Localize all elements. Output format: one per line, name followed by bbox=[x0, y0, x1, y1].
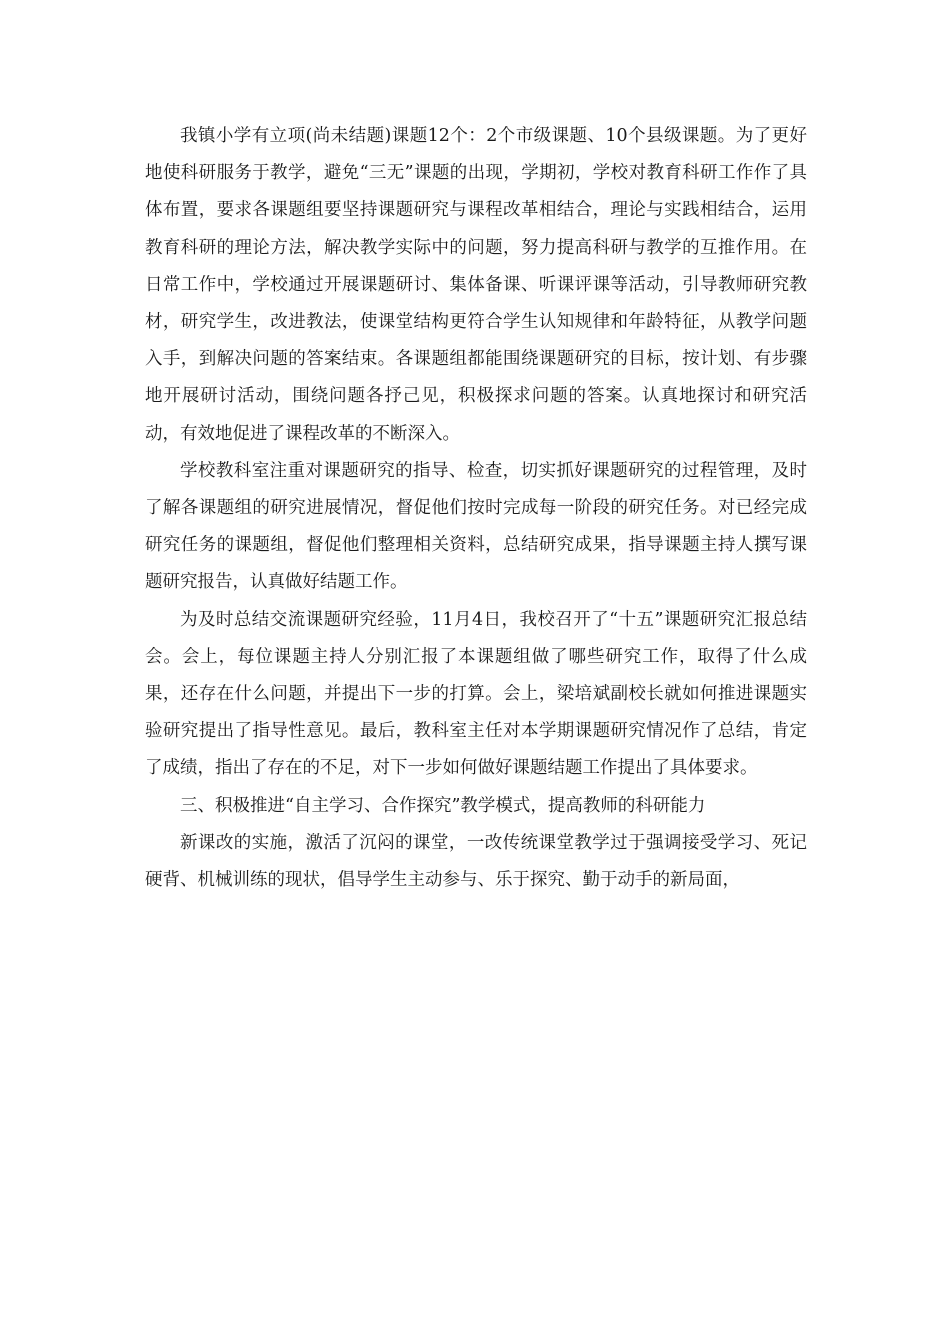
paragraph-research-projects: 我镇小学有立项(尚未结题)课题12个：2个市级课题、10个县级课题。为了更好地使科研服务于教学，避免“三无”课题的出现，学期初，学校对教育科研工作作了具体布置，要求各课题组要坚持课题研究与课程改革相结合，理论与实践相结合，运用教育科研的理论方法，解决教学实际中的问题，努力提高科研与教学的互推作用。在日常工作中，学校通过开展课题研讨、集体备课、听课评课等活动，引导教师研究教材，研究学生，改进教法，使课堂结构更符合学生认知规律和年龄特征，从教学问题入手，到解决问题的答案结束。各课题组都能围绕课题研究的目标，按计划、有步骤地开展研讨活动，围绕问题各抒己见，积极探求问题的答案。认真地探讨和研究活动，有效地促进了课程改革的不断深入。 bbox=[145, 126, 807, 444]
section-heading: 三、积极推进“自主学习、合作探究”教学模式，提高教师的科研能力 bbox=[180, 795, 706, 816]
paragraph-summary-meeting: 为及时总结交流课题研究经验，11月4日，我校召开了“十五”课题研究汇报总结会。会上，每位课题主持人分别汇报了本课题组做了哪些研究工作，取得了什么成果，还存在什么问题，并提出下一步的打算。会上，梁培斌副校长就如何推进课题实验研究提出了指导性意见。最后，教科室主任对本学期课题研究情况作了总结，肯定了成绩，指出了存在的不足，对下一步如何做好课题结题工作提出了具体要求。 bbox=[145, 609, 807, 779]
paragraph-process-management: 学校教科室注重对课题研究的指导、检查，切实抓好课题研究的过程管理，及时了解各课题组的研究进展情况，督促他们按时完成每一阶段的研究任务。对已经完成研究任务的课题组，督促他们整理相关资料，总结研究成果，指导课题主持人撰写课题研究报告，认真做好结题工作。 bbox=[145, 460, 807, 593]
document-page bbox=[145, 118, 807, 899]
paragraph-new-curriculum: 新课改的实施，激活了沉闷的课堂，一改传统课堂教学过于强调接受学习、死记硬背、机械训练的现状，倡导学生主动参与、乐于探究、勤于动手的新局面， bbox=[145, 832, 807, 891]
